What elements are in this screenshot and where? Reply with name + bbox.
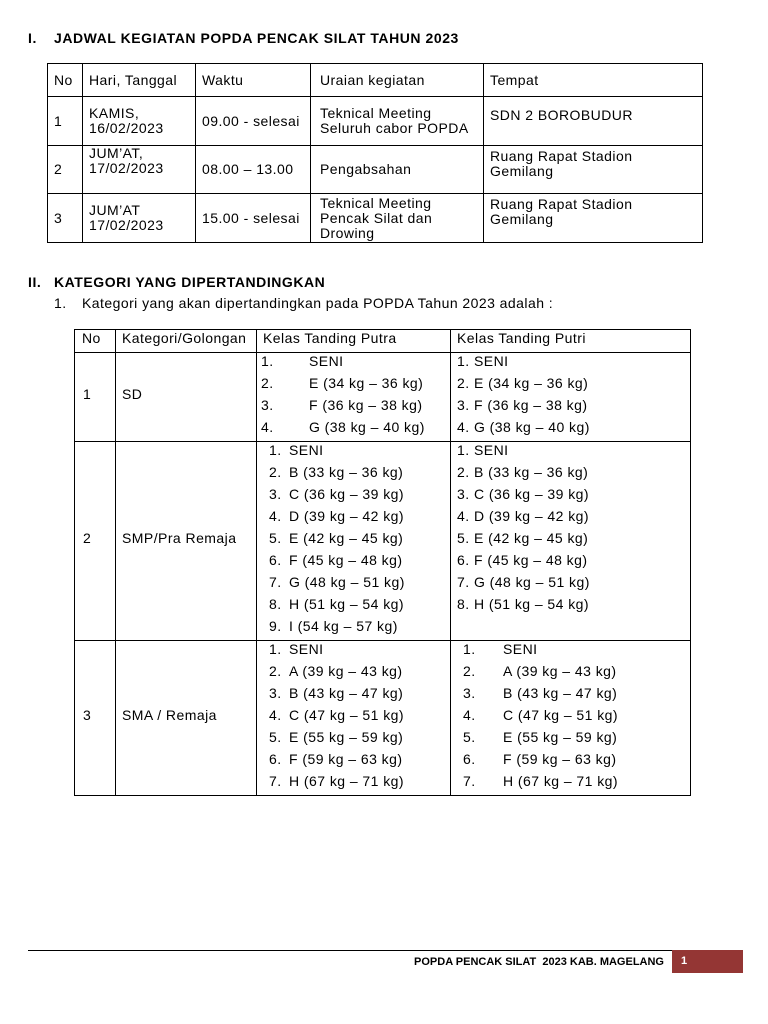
weight-class-label: B (43 kg – 47 kg) [503,685,618,701]
weight-class-number: 4. [457,419,470,435]
weight-class-label: A (39 kg – 43 kg) [503,663,617,679]
activity-cell [311,97,484,146]
category-name: SMA / Remaja [116,641,257,796]
weight-class-label: F (59 kg – 63 kg) [289,751,403,767]
activity-line: Drowing [320,224,375,241]
weight-class-number: 4. [269,508,282,524]
header-day-date: Hari, Tanggal [83,64,196,97]
activity-line: Pengabsahan [320,161,412,177]
weight-class-number: 6. [463,751,476,767]
weight-class-label: E (42 kg – 45 kg) [474,530,589,546]
weight-class-number: 2. [463,663,476,679]
row-number: 1 [48,97,83,146]
weight-class-item [269,483,450,505]
weight-class-item [463,748,690,770]
weight-class-number: 8. [457,596,470,612]
date: 17/02/2023 [89,217,164,233]
header-place: Tempat [484,64,703,97]
female-classes-cell [451,641,691,796]
weight-class-item [457,571,690,593]
weight-class-item [457,394,690,416]
weight-class-item [261,394,450,416]
male-classes-cell [257,641,451,796]
weight-class-number: 1. [457,353,470,369]
weight-class-number: 3. [463,685,476,701]
weight-class-item [457,439,690,461]
weight-class-label: B (43 kg – 47 kg) [289,685,404,701]
female-classes-list [451,638,690,792]
section-2-title: KATEGORI YANG DIPERTANDINGKAN [54,274,326,290]
weight-class-label: E (34 kg – 36 kg) [474,375,589,391]
weight-class-label: SENI [474,442,509,458]
weight-class-item [457,461,690,483]
weight-class-label: C (47 kg – 51 kg) [503,707,619,723]
weight-class-item [463,726,690,748]
weight-class-item [457,416,690,438]
footer-label: POPDA PENCAK SILAT 2023 KAB. MAGELANG [414,956,664,968]
date: 16/02/2023 [89,120,164,136]
weight-class-label: G (38 kg – 40 kg) [309,419,425,435]
schedule-table [47,63,703,243]
weight-class-item [269,704,450,726]
weight-class-label: E (55 kg – 59 kg) [503,729,618,745]
weight-class-number: 3. [269,486,282,502]
male-classes-list [257,350,450,438]
place-cell [484,194,703,243]
weight-class-number: 1. [269,442,282,458]
weight-class-label: F (45 kg – 48 kg) [474,552,588,568]
place-line: SDN 2 BOROBUDUR [490,107,633,123]
weight-class-label: E (34 kg – 36 kg) [309,375,424,391]
weight-class-label: C (36 kg – 39 kg) [474,486,590,502]
weight-class-item [463,704,690,726]
weight-class-number: 3. [261,397,274,413]
category-row [75,353,691,442]
header-female-classes: Kelas Tanding Putri [451,330,691,353]
weight-class-label: G (48 kg – 51 kg) [474,574,590,590]
weight-class-label: SENI [289,442,324,458]
row-number: 3 [48,194,83,243]
weight-class-item [269,682,450,704]
weight-class-number: 5. [269,530,282,546]
weight-class-number: 6. [457,552,470,568]
place-cell [484,97,703,146]
schedule-row [48,146,703,194]
weight-class-number: 4. [457,508,470,524]
male-classes-cell [257,442,451,641]
weight-class-label: H (67 kg – 71 kg) [289,773,405,789]
activity-line: Teknical Meeting [320,105,432,121]
day-date-cell [83,194,196,243]
weight-class-label: G (38 kg – 40 kg) [474,419,590,435]
section-1-title: JADWAL KEGIATAN POPDA PENCAK SILAT TAHUN 2023 [54,30,459,46]
weight-class-item [269,439,450,461]
weight-class-item [463,770,690,792]
weight-class-label: G (48 kg – 51 kg) [289,574,405,590]
weight-class-number: 5. [463,729,476,745]
weight-class-item [269,638,450,660]
weight-class-item [269,593,450,615]
weight-class-number: 6. [269,552,282,568]
header-activity: Uraian kegiatan [311,64,484,97]
weight-class-item [261,350,450,372]
female-classes-list [451,350,690,438]
section-2-number: II. [28,274,42,290]
weight-class-number: 2. [457,464,470,480]
date: 17/02/2023 [89,160,164,176]
weight-class-item [269,549,450,571]
weight-class-label: E (42 kg – 45 kg) [289,530,404,546]
weight-class-number: 2. [457,375,470,391]
weight-class-item [261,372,450,394]
day-name: JUM’AT, [89,145,144,161]
list-item-number: 1. [54,295,67,311]
place-line: Gemilang [490,211,554,227]
weight-class-number: 5. [269,729,282,745]
weight-class-label: H (67 kg – 71 kg) [503,773,619,789]
weight-class-item [269,505,450,527]
category-row [75,641,691,796]
activity-line: Pencak Silat dan [320,209,433,226]
weight-class-label: B (33 kg – 36 kg) [289,464,404,480]
time-cell: 09.00 - selesai [196,97,311,146]
row-number: 1 [75,353,116,442]
weight-class-label: SENI [289,641,324,657]
weight-class-number: 3. [457,397,470,413]
weight-class-item [269,770,450,792]
header-no: No [75,330,116,353]
weight-class-number: 7. [269,574,282,590]
row-number: 2 [75,442,116,641]
weight-class-number: 9. [269,618,282,634]
weight-class-number: 2. [261,375,274,391]
weight-class-item [457,483,690,505]
header-time: Waktu [196,64,311,97]
weight-class-number: 4. [463,707,476,723]
weight-class-item [269,571,450,593]
weight-class-item [269,748,450,770]
female-classes-cell [451,442,691,641]
category-table [74,329,691,796]
male-classes-cell [257,353,451,442]
page-number-badge [672,950,743,973]
weight-class-item [261,416,450,438]
male-classes-list [257,638,450,792]
weight-class-item [269,527,450,549]
female-classes-list [451,439,690,615]
day-date-cell [83,146,196,194]
weight-class-label: SENI [503,641,538,657]
weight-class-number: 7. [269,773,282,789]
activity-cell [311,194,484,243]
weight-class-number: 7. [463,773,476,789]
place-line: Ruang Rapat Stadion [490,196,633,212]
schedule-row [48,97,703,146]
weight-class-number: 8. [269,596,282,612]
day-name: KAMIS, [89,105,140,121]
weight-class-number: 3. [269,685,282,701]
footer-divider [28,950,743,951]
weight-class-number: 6. [269,751,282,767]
weight-class-label: C (36 kg – 39 kg) [289,486,405,502]
weight-class-label: H (51 kg – 54 kg) [289,596,405,612]
place-line: Gemilang [490,163,554,179]
place-cell [484,146,703,194]
weight-class-item [463,638,690,660]
weight-class-label: C (47 kg – 51 kg) [289,707,405,723]
weight-class-number: 4. [269,707,282,723]
activity-line: Teknical Meeting [320,194,432,211]
header-category: Kategori/Golongan [116,330,257,353]
weight-class-item [269,726,450,748]
weight-class-label: SENI [309,353,344,369]
weight-class-item [269,461,450,483]
weight-class-label: B (33 kg – 36 kg) [474,464,589,480]
time-cell: 15.00 - selesai [196,194,311,243]
weight-class-label: SENI [474,353,509,369]
weight-class-number: 5. [457,530,470,546]
header-no: No [48,64,83,97]
schedule-header-row [48,64,703,97]
section-1-number: I. [28,30,37,46]
weight-class-label: E (55 kg – 59 kg) [289,729,404,745]
weight-class-label: F (45 kg – 48 kg) [289,552,403,568]
time-cell: 08.00 – 13.00 [196,146,311,194]
day-date-cell [83,97,196,146]
weight-class-item [463,660,690,682]
weight-class-label: D (39 kg – 42 kg) [289,508,405,524]
category-name: SD [116,353,257,442]
weight-class-label: A (39 kg – 43 kg) [289,663,403,679]
activity-line: Seluruh cabor POPDA [320,120,469,136]
weight-class-number: 2. [269,464,282,480]
weight-class-item [457,350,690,372]
weight-class-label: F (36 kg – 38 kg) [309,397,423,413]
weight-class-number: 1. [457,442,470,458]
header-male-classes: Kelas Tanding Putra [257,330,451,353]
category-row [75,442,691,641]
schedule-row [48,194,703,243]
weight-class-number: 1. [269,641,282,657]
weight-class-label: I (54 kg – 57 kg) [289,618,398,634]
row-number: 2 [48,146,83,194]
weight-class-item [457,505,690,527]
weight-class-item [269,660,450,682]
page-number: 1 [681,955,688,967]
weight-class-item [457,593,690,615]
male-classes-list [257,439,450,637]
weight-class-number: 7. [457,574,470,590]
weight-class-number: 4. [261,419,274,435]
place-line: Ruang Rapat Stadion [490,148,633,164]
weight-class-item [269,615,450,637]
list-item-text: Kategori yang akan dipertandingkan pada POPDA Tahun 2023 adalah : [82,295,554,311]
weight-class-label: F (36 kg – 38 kg) [474,397,588,413]
weight-class-number: 1. [463,641,476,657]
day-name: JUM’AT [89,202,141,218]
weight-class-item [457,372,690,394]
female-classes-cell [451,353,691,442]
weight-class-number: 3. [457,486,470,502]
weight-class-item [457,527,690,549]
weight-class-label: D (39 kg – 42 kg) [474,508,590,524]
category-name: SMP/Pra Remaja [116,442,257,641]
weight-class-item [463,682,690,704]
activity-cell [311,146,484,194]
weight-class-label: F (59 kg – 63 kg) [503,751,617,767]
weight-class-number: 1. [261,353,274,369]
weight-class-number: 2. [269,663,282,679]
weight-class-label: H (51 kg – 54 kg) [474,596,590,612]
weight-class-item [457,549,690,571]
row-number: 3 [75,641,116,796]
